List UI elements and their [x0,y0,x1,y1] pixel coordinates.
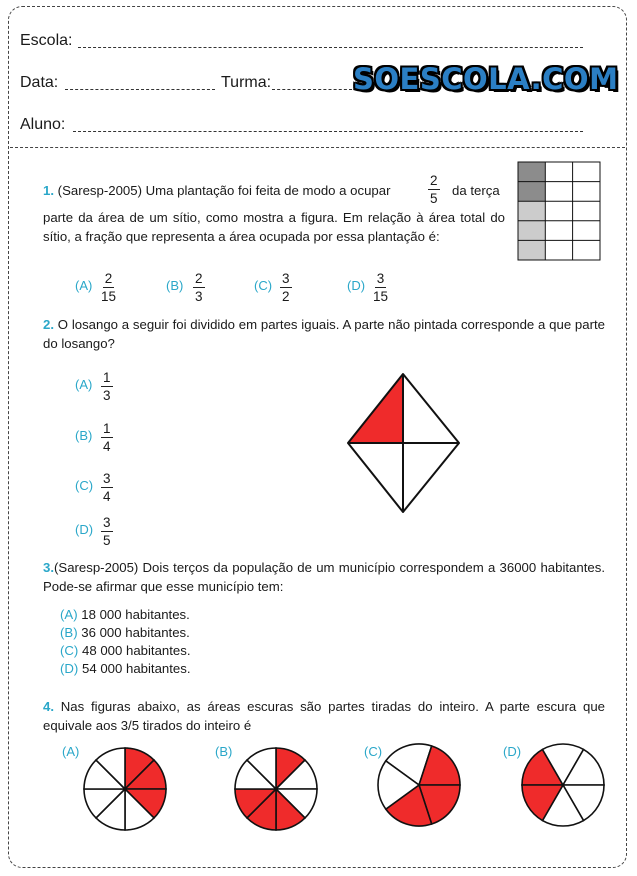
q1-option-a-num: 2 [104,271,113,286]
q1-option-a-label[interactable]: (A) [75,278,93,293]
q3-option-d-label: (D) [60,661,79,676]
q2-option-d-den: 5 [103,533,111,548]
q3-option-a[interactable] [60,606,190,624]
q2-option-a-label[interactable]: (A) [75,377,93,392]
q4-pie-c[interactable] [376,742,462,828]
data-field[interactable] [65,89,215,90]
q1-option-b-num: 2 [195,271,203,286]
q1-text-a: (Saresp-2005) Uma plantação foi feita de modo a ocupar [57,183,391,198]
aluno-field[interactable] [73,131,583,132]
q1-line1 [43,181,390,200]
q2-option-c-label[interactable]: (C) [75,478,94,493]
q3-option-b-text: 36 000 habitantes. [81,625,190,640]
header-separator [10,147,625,148]
q1-fraction-num: 2 [430,173,438,188]
grid-cell-shaded-dark [518,182,545,202]
q3-option-c[interactable] [60,642,191,660]
q1-option-a-fraction [99,271,118,304]
q4-number: 4. [43,699,54,714]
q1-option-d-fraction [371,271,390,304]
q3-option-a-label: (A) [60,607,78,622]
grid-cell-shaded-dark [518,162,545,182]
q1-fraction [428,173,440,206]
turma-field[interactable] [272,89,352,90]
q1-option-d-den: 15 [373,289,389,304]
q4-option-a-label[interactable]: (A) [62,744,80,759]
q2-text: O losango a seguir foi dividido em partes iguais. A parte não pintada corresponde a que parte do losango? [43,317,605,351]
q2-text-block [43,315,605,353]
escola-label: Escola: [20,32,73,49]
q3-number: 3. [43,560,54,575]
grid-cell-shaded-light [518,201,545,221]
data-label: Data: [20,74,59,91]
q2-option-a-num: 1 [103,370,111,385]
grid-cell-shaded-light [518,240,545,260]
q3-option-b[interactable] [60,624,190,642]
q4-text-block [43,697,605,735]
q3-option-a-text: 18 000 habitantes. [81,607,190,622]
q2-option-b-num: 1 [103,421,111,436]
q4-option-d-label[interactable]: (D) [503,744,522,759]
q1-option-c-den: 2 [282,289,290,304]
q4-option-c-label[interactable]: (C) [364,744,383,759]
q4-text: Nas figuras abaixo, as áreas escuras são partes tiradas do inteiro. A parte escura que equivale aos 3/5 tirados do inteiro é [43,699,605,733]
q4-option-b-label[interactable]: (B) [215,744,233,759]
q1-option-b-label[interactable]: (B) [166,278,184,293]
q1-option-b-fraction [193,271,205,304]
q4-pie-d[interactable] [520,742,606,828]
q2-option-c-num: 3 [103,471,111,486]
q1-option-d-num: 3 [376,271,385,286]
q3-option-c-text: 48 000 habitantes. [81,643,191,658]
q1-grid-figure [518,162,600,260]
aluno-label: Aluno: [20,116,66,133]
q2-option-b-label[interactable]: (B) [75,428,93,443]
q1-text-b: da terça [452,183,500,198]
grid-cell-shaded-light [518,221,545,241]
q1-fraction-den: 5 [430,191,438,206]
q1-option-c-fraction [280,271,292,304]
q3-text: (Saresp-2005) Dois terços da população de um município correspondem a 36000 habitantes. Pode-se afirmar que esse município tem: [43,560,605,594]
site-logo: SOESCOLA.COM [353,62,619,96]
q2-option-d-label[interactable]: (D) [75,522,94,537]
q1-option-b-den: 3 [195,289,203,304]
q2-option-a-fraction [101,370,113,403]
q3-option-b-label: (B) [60,625,78,640]
q2-option-a-den: 3 [103,388,111,403]
q2-option-c-den: 4 [103,489,111,504]
q3-option-d-text: 54 000 habitantes. [81,661,191,676]
q4-pie-a[interactable] [82,746,168,832]
turma-label: Turma: [221,74,272,91]
q2-number: 2. [43,317,54,332]
q3-option-d[interactable] [60,660,191,678]
q2-option-d-num: 3 [103,515,111,530]
q4-pie-b[interactable] [233,746,319,832]
q2-option-b-den: 4 [103,439,111,454]
q1-text-c: parte da área de um sítio, como mostra a figura. Em relação à área total do sítio, a fração que representa a área ocupada por essa plantação é: [43,210,505,244]
escola-field[interactable] [78,47,583,48]
q2-option-b-fraction [101,421,113,454]
q1-option-c-num: 3 [282,271,290,286]
q3-text-block [43,558,605,596]
q1-number: 1. [43,183,54,198]
q2-option-c-fraction [101,471,113,504]
q3-option-c-label: (C) [60,643,79,658]
q1-option-d-label[interactable]: (D) [347,278,366,293]
q2-rhombus-figure [345,373,461,513]
q1-option-a-den: 15 [101,289,117,304]
q2-option-d-fraction [101,515,113,548]
q1-option-c-label[interactable]: (C) [254,278,273,293]
